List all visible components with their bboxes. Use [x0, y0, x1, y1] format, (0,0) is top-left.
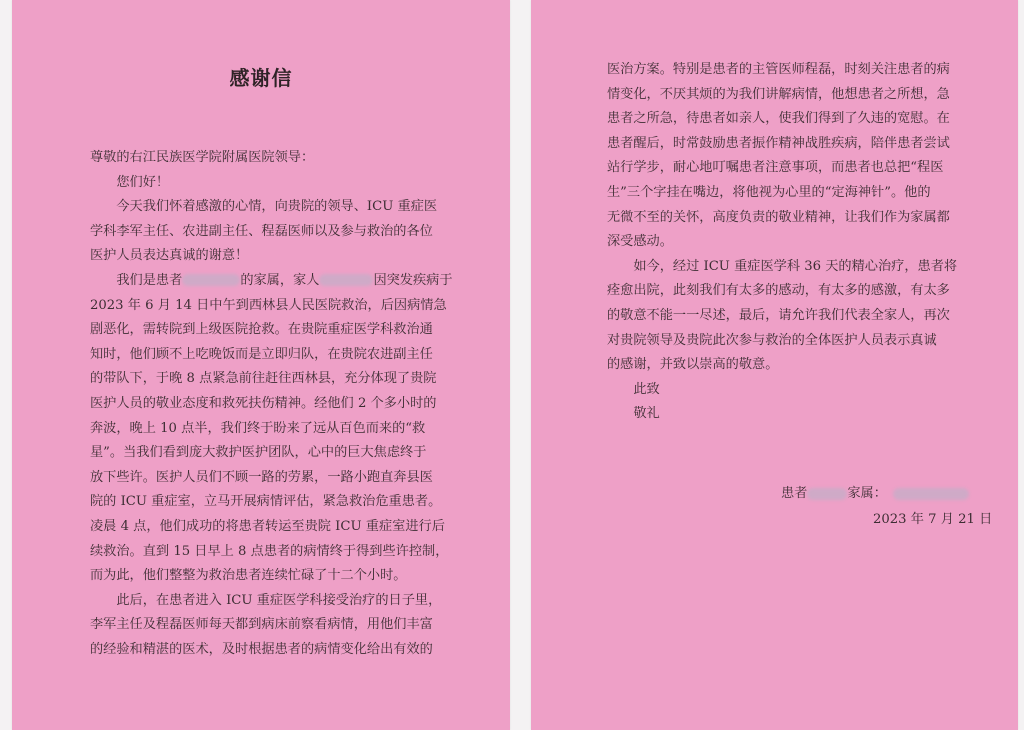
text-line-with-redaction	[90, 269, 484, 294]
salutation: 尊敬的右江民族医学院附属医院领导：	[90, 150, 315, 165]
text-segment: 我们是患者	[90, 272, 183, 288]
text-line: 而为此，他们整整为救治患者连续忙碌了十二个小时。	[90, 568, 407, 584]
text-segment: 因突发疾病于	[373, 272, 453, 288]
text-line: 奔波，晚上 10 点半，我们终于盼来了远从百色而来的“救	[90, 420, 426, 436]
text-line: 医护人员表达真诚的谢意！	[90, 248, 249, 264]
text-line: 李军主任及程磊医师每天都到病床前察看病情，用他们丰富	[90, 617, 433, 633]
text-segment: 的家属，家人	[240, 272, 320, 288]
text-line: 续救治。直到 15 日早上 8 点患者的病情终于得到些许控制，	[90, 543, 449, 559]
text-line: 患者之所急，待患者如亲人，使我们得到了久违的宽慰。在	[607, 111, 950, 127]
text-line: 此后，在患者进入 ICU 重症医学科接受治疗的日子里，	[90, 592, 442, 608]
letter-date: 2023 年 7 月 21 日	[873, 512, 993, 527]
text-line: 的带队下，于晚 8 点紧急前往赶往西林县，充分体现了贵院	[90, 371, 437, 387]
letter-body-left	[90, 146, 484, 662]
text-line: 剧恶化，需转院到上级医院抢救。在贵院重症医学科救治通	[90, 322, 433, 338]
text-line: 情变化，不厌其烦的为我们讲解病情，他想患者之所想，急	[607, 86, 950, 102]
letter-title: 感谢信	[229, 66, 293, 90]
redacted-name	[182, 274, 240, 286]
text-line: 无微不至的关怀，高度负责的敬业精神，让我们作为家属都	[607, 209, 950, 225]
signature-line	[781, 482, 969, 501]
text-line: 2023 年 6 月 14 日中午到西林县人民医院救治，后因病情急	[90, 297, 447, 313]
text-line: 的感谢，并致以崇高的敬意。	[607, 357, 779, 373]
text-line: 患者醒后，时常鼓励患者振作精神战胜疾病，陪伴患者尝试	[607, 135, 950, 151]
text-line: 对贵院领导及贵院此次参与救治的全体医护人员表示真诚	[607, 332, 937, 348]
text-line: 凌晨 4 点，他们成功的将患者转运至贵院 ICU 重症室进行后	[90, 518, 445, 534]
text-line: 星”。当我们看到庞大救护医护团队，心中的巨大焦虑终于	[90, 445, 427, 461]
signature-suffix: 家属：	[847, 486, 887, 501]
text-line: 学科李军主任、农进副主任、程磊医师以及参与救治的各位	[90, 223, 433, 239]
text-line: 放下些许。医护人员们不顾一路的劳累，一路小跑直奔县医	[90, 469, 433, 485]
text-line: 医护人员的敬业态度和救死扶伤精神。经他们 2 个多小时的	[90, 395, 437, 411]
text-line: 痊愈出院，此刻我们有太多的感动，有太多的感激，有太多	[607, 283, 950, 299]
letter-page-left	[12, 0, 510, 730]
text-line: 的经验和精湛的医术，及时根据患者的病情变化给出有效的	[90, 641, 433, 657]
text-line: 院的 ICU 重症室，立马开展病情评估，紧急救治危重患者。	[90, 494, 442, 510]
signature-prefix: 患者	[781, 486, 808, 501]
text-line: 医治方案。特别是患者的主管医师程磊，时刻关注患者的病	[607, 62, 950, 77]
text-line: 知时，他们顾不上吃晚饭而是立即归队，在贵院农进副主任	[90, 346, 433, 362]
closing-line: 敬礼	[607, 406, 660, 422]
letter-body-right	[607, 58, 981, 427]
text-line: 深受感动。	[607, 234, 673, 250]
text-line: 站行学步，耐心地叮嘱患者注意事项，而患者也总把“程医	[607, 160, 944, 176]
text-line: 的敬意不能一一尽述，最后，请允许我们代表全家人，再次	[607, 307, 950, 323]
redacted-name	[319, 274, 373, 286]
text-line: 如今，经过 ICU 重症医学科 36 天的精心治疗，患者将	[607, 258, 958, 274]
text-line: 生”三个字挂在嘴边，将他视为心里的“定海神针”。他的	[607, 184, 931, 200]
letter-page-right	[531, 0, 1018, 730]
text-line: 今天我们怀着感激的心情，向贵院的领导、ICU 重症医	[90, 199, 438, 215]
closing-line: 此致	[607, 381, 660, 397]
redacted-name	[893, 488, 969, 500]
text-line: 您们好！	[90, 174, 170, 190]
redacted-name	[807, 488, 847, 500]
